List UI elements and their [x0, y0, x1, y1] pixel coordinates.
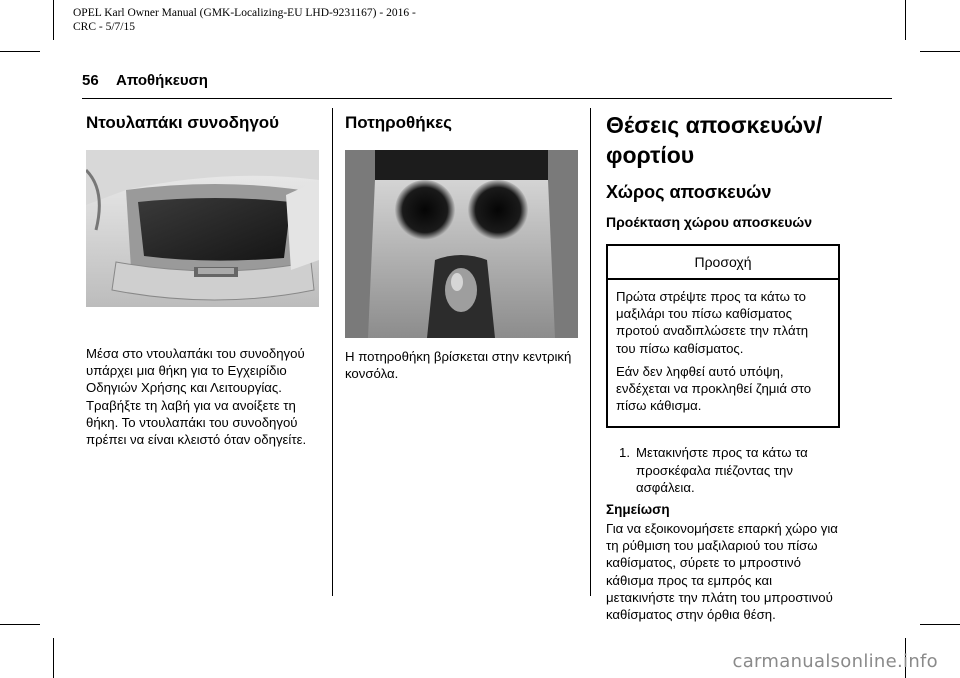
caution-title: Προσοχή [608, 246, 838, 280]
column-cupholders [345, 108, 579, 382]
glovebox-description: Μέσα στο ντουλαπάκι του συνοδηγού υπάρχει μια θήκη για το Εγχειρίδιο Οδηγιών Χρήσης και Λειτουργίας. Τραβήξτε τη λαβή για να ανοίξετε τη θήκη. Το ντουλαπάκι του συνοδηγού πρέπει να είναι κλειστό όταν οδηγείτε. [86, 346, 307, 448]
crop-mark [0, 624, 40, 625]
step-number: 1. [619, 445, 630, 461]
section-heading: Θέσεις αποσκευών/ φορτίου [606, 112, 823, 168]
section-name: Αποθήκευση [116, 72, 208, 89]
caution-paragraph: Πρώτα στρέψτε προς τα κάτω το μαξιλάρι του πίσω καθίσματος προτού αναδιπλώσετε την πλάτη του πίσω καθίσματος. [616, 289, 809, 356]
section-heading: Ποτηροθήκες [345, 113, 453, 132]
crop-mark [0, 51, 40, 52]
topic-heading: Προέκταση χώρου αποσκευών [606, 214, 813, 230]
meta-line: OPEL Karl Owner Manual (GMK-Localizing-EU LHD-9231167) - 2016 - [73, 7, 416, 19]
column-glovebox [86, 108, 320, 448]
crop-mark [920, 51, 960, 52]
column-divider [332, 108, 333, 596]
column-divider [590, 108, 591, 596]
meta-line: CRC - 5/7/15 [73, 21, 135, 33]
crop-mark [905, 0, 906, 40]
document-meta [73, 6, 553, 34]
crop-mark [53, 0, 54, 40]
column-storage [606, 108, 846, 623]
crop-mark [53, 638, 54, 678]
caution-body [608, 280, 838, 426]
note-body: Για να εξοικονομήσετε επαρκή χώρο για τη ρύθμιση του μαξιλαριού του πίσω καθίσματος, σύρετε το μπροστινό κάθισμα προς τα εμπρός και μετακινήστε την πλάτη του μπροστινού καθίσματος στην όρθια θέση. [606, 521, 838, 623]
crop-mark [920, 624, 960, 625]
note-heading: Σημείωση [606, 502, 670, 518]
step-text: Μετακινήστε προς τα κάτω τα προσκέφαλα πιέζοντας την ασφάλεια. [636, 445, 808, 495]
cupholder-illustration [345, 150, 578, 338]
glovebox-photo [86, 150, 319, 307]
page-header [82, 72, 892, 99]
glovebox-illustration [86, 150, 319, 307]
cupholder-photo [345, 150, 578, 338]
watermark: carmanualsonline.info [732, 651, 938, 672]
subsection-heading: Χώρος αποσκευών [606, 182, 772, 202]
caution-box [606, 244, 840, 428]
caution-paragraph: Εάν δεν ληφθεί αυτό υπόψη, ενδέχεται να προκληθεί ζημιά στο πίσω κάθισμα. [616, 363, 812, 414]
section-heading: Ντουλαπάκι συνοδηγού [86, 113, 280, 132]
page-number: 56 [82, 72, 99, 89]
cupholder-description: Η ποτηροθήκη βρίσκεται στην κεντρική κονσόλα. [345, 349, 572, 382]
step-item [606, 444, 840, 496]
